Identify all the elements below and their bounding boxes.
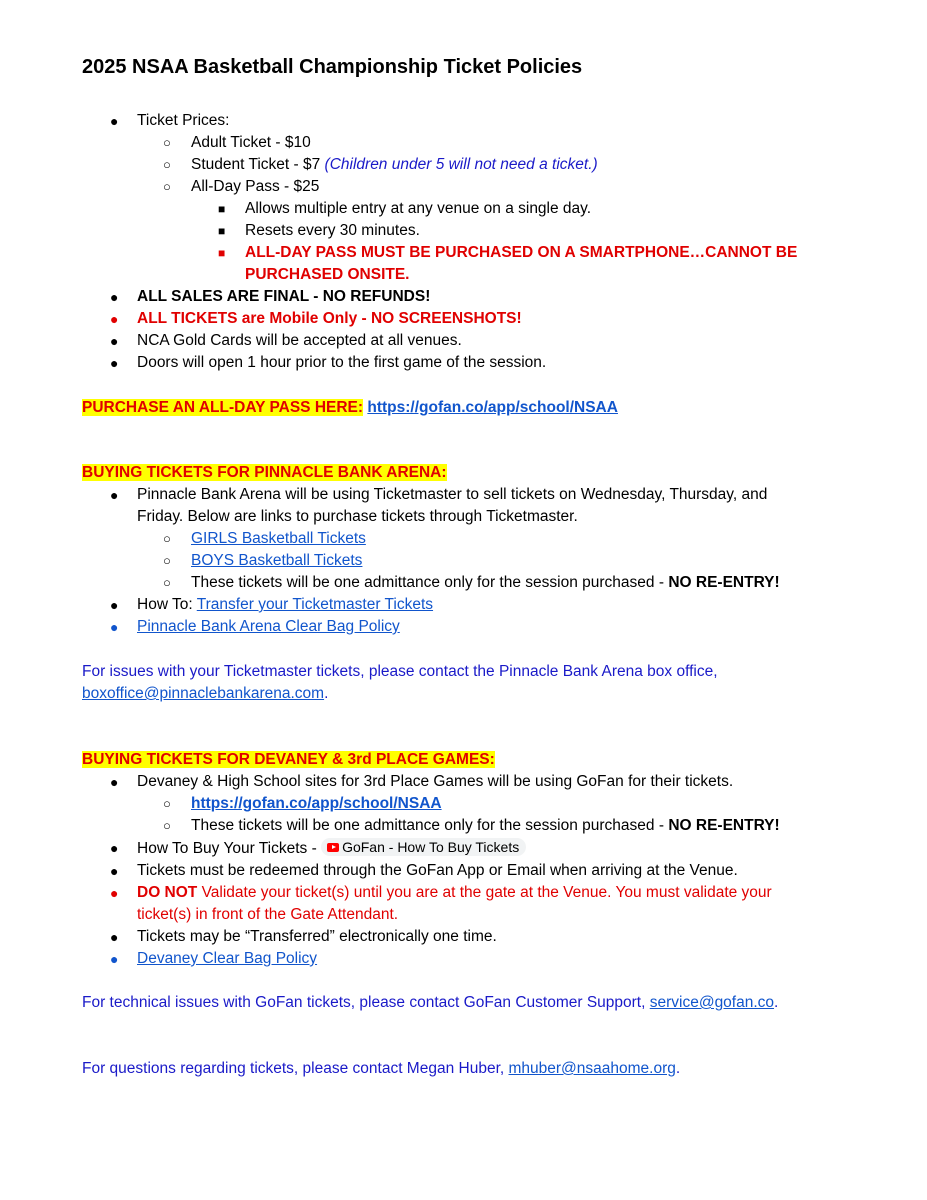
bullet-circle: ○: [163, 179, 171, 194]
pba-section-heading: [82, 463, 447, 483]
devaney-transfer-notice: Tickets may be “Transferred” electronically one time.: [137, 928, 497, 945]
questions-email-link[interactable]: mhuber@nsaahome.org: [508, 1060, 676, 1077]
devaney-no-reentry: NO RE-ENTRY!: [668, 817, 780, 834]
gofan-support-end: .: [774, 994, 779, 1011]
bullet-square: ■: [218, 224, 226, 238]
bullet-circle: ○: [163, 531, 171, 546]
bullet-dot: ●: [110, 311, 119, 327]
bullet-dot: ●: [110, 597, 119, 613]
ticket-prices-heading: Ticket Prices:: [137, 112, 230, 129]
page-title: 2025 NSAA Basketball Championship Ticket Policies: [82, 56, 583, 78]
pba-howto-line: [137, 595, 433, 615]
bullet-dot: ●: [110, 619, 119, 635]
pba-contact-end: .: [324, 685, 329, 702]
devaney-validate-line-1: [137, 883, 772, 903]
devaney-do-not: DO NOT: [137, 884, 198, 901]
bullet-dot: ●: [110, 951, 119, 967]
devaney-bag-policy-link[interactable]: Devaney Clear Bag Policy: [137, 950, 318, 967]
bullet-dot: ●: [110, 355, 119, 371]
pba-intro-line-2: Friday. Below are links to purchase tickets through Ticketmaster.: [137, 508, 578, 525]
boys-tickets-link[interactable]: BOYS Basketball Tickets: [191, 552, 363, 569]
pba-contact-text: For issues with your Ticketmaster tickets, please contact the Pinnacle Bank Arena box office,: [82, 663, 718, 680]
devaney-validate-line-2: ticket(s) in front of the Gate Attendant.: [137, 906, 399, 923]
allday-item-resets: Resets every 30 minutes.: [245, 222, 420, 239]
allday-item-onsite: PURCHASED ONSITE.: [245, 266, 410, 283]
bullet-circle: ○: [163, 796, 171, 811]
devaney-intro: Devaney & High School sites for 3rd Place Games will be using GoFan for their tickets.: [137, 773, 734, 790]
gofan-support-email-link[interactable]: service@gofan.co: [649, 994, 775, 1011]
bullet-dot: ●: [110, 863, 119, 879]
devaney-admittance-text: These tickets will be one admittance only for the session purchased -: [191, 817, 669, 834]
bullet-dot: ●: [110, 113, 119, 129]
pba-howto-label: How To:: [137, 596, 197, 613]
bullet-dot: ●: [110, 885, 119, 901]
devaney-howto-line: [137, 838, 526, 859]
questions-paragraph: [82, 1058, 842, 1080]
devaney-admittance-line: [191, 816, 780, 836]
bullet-circle: ○: [163, 553, 171, 568]
allday-item-multiple-entry: Allows multiple entry at any venue on a single day.: [245, 200, 592, 217]
bullet-dot: ●: [110, 487, 119, 503]
purchase-allday-label: PURCHASE AN ALL-DAY PASS HERE:: [82, 399, 364, 416]
questions-text: For questions regarding tickets, please contact Megan Huber,: [82, 1060, 509, 1077]
student-ticket-price: Student Ticket - $7: [191, 156, 325, 173]
gofan-video-chip-label: GoFan - How To Buy Tickets: [342, 839, 520, 855]
pba-admittance-line: [191, 573, 780, 593]
allday-pass-price: All-Day Pass - $25: [191, 178, 320, 195]
student-ticket-note: (Children under 5 will not need a ticket.): [324, 156, 598, 173]
pba-intro-line-1: Pinnacle Bank Arena will be using Ticketmaster to sell tickets on Wednesday, Thursday, and: [137, 486, 768, 503]
purchase-allday-line: [82, 398, 618, 418]
pba-contact-paragraph: [82, 661, 842, 705]
bullet-dot: ●: [110, 774, 119, 790]
bullet-circle: ○: [163, 135, 171, 150]
pba-admittance-text: These tickets will be one admittance only for the session purchased -: [191, 574, 669, 591]
youtube-icon: [327, 843, 339, 852]
bullet-dot: ●: [110, 929, 119, 945]
questions-end: .: [675, 1060, 681, 1077]
devaney-redeem-notice: Tickets must be redeemed through the GoFan App or Email when arriving at the Venue.: [137, 862, 738, 879]
pba-no-reentry: NO RE-ENTRY!: [668, 574, 780, 591]
boxoffice-email-link[interactable]: boxoffice@pinnaclebankarena.com: [82, 685, 325, 702]
devaney-gofan-link[interactable]: https://gofan.co/app/school/NSAA: [191, 795, 442, 812]
devaney-section-heading: [82, 750, 495, 770]
girls-tickets-link[interactable]: GIRLS Basketball Tickets: [191, 530, 366, 547]
devaney-howto-label: How To Buy Your Tickets -: [137, 840, 322, 857]
bullet-dot: ●: [110, 333, 119, 349]
gold-cards-notice: NCA Gold Cards will be accepted at all venues.: [137, 332, 462, 349]
bullet-circle: ○: [163, 157, 171, 172]
bullet-dot: ●: [110, 289, 119, 305]
bullet-square: ■: [218, 246, 226, 260]
purchase-allday-link[interactable]: https://gofan.co/app/school/NSAA: [367, 399, 618, 416]
gofan-support-text: For technical issues with GoFan tickets, please contact GoFan Customer Support,: [82, 994, 650, 1011]
bullet-dot: ●: [110, 840, 119, 856]
devaney-validate-text: Validate your ticket(s) until you are at the gate at the Venue. You must validate your: [197, 884, 772, 901]
gofan-video-chip[interactable]: [321, 838, 526, 856]
student-ticket-line: [191, 155, 598, 175]
sales-final-notice: ALL SALES ARE FINAL - NO REFUNDS!: [137, 288, 431, 305]
doors-open-notice: Doors will open 1 hour prior to the first game of the session.: [137, 354, 547, 371]
transfer-tickets-link[interactable]: Transfer your Ticketmaster Tickets: [196, 596, 434, 613]
pba-bag-policy-link[interactable]: Pinnacle Bank Arena Clear Bag Policy: [137, 618, 400, 635]
allday-item-smartphone: ALL-DAY PASS MUST BE PURCHASED ON A SMARTPHONE…CANNOT BE: [245, 244, 798, 261]
devaney-heading: BUYING TICKETS FOR DEVANEY & 3rd PLACE GAMES:: [82, 751, 495, 768]
bullet-circle: ○: [163, 818, 171, 833]
gofan-support-paragraph: [82, 992, 842, 1014]
bullet-circle: ○: [163, 575, 171, 590]
mobile-only-notice: ALL TICKETS are Mobile Only - NO SCREENSHOTS!: [137, 310, 522, 327]
adult-ticket-price: Adult Ticket - $10: [191, 134, 311, 151]
pba-heading: BUYING TICKETS FOR PINNACLE BANK ARENA:: [82, 464, 447, 481]
bullet-square: ■: [218, 202, 226, 216]
